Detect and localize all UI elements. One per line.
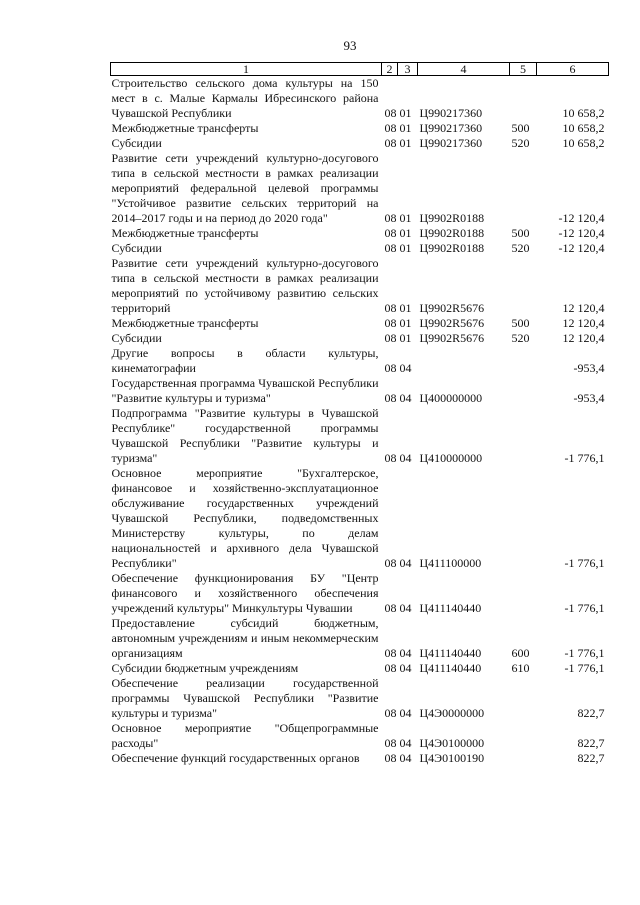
row-expense-type <box>510 676 537 721</box>
row-expense-type: 500 <box>511 121 530 135</box>
row-amount: 12 120,4 <box>562 301 605 315</box>
row-expense-type <box>510 376 537 406</box>
row-amount: 822,7 <box>577 706 605 720</box>
row-name: Подпрограмма "Развитие культуры в Чувашской Республике" государственной программы Чувашской Республики "Развитие культуры и туризма" <box>111 406 379 465</box>
row-subsection: 01 <box>399 331 412 345</box>
column-header: 2 <box>382 63 398 76</box>
table-row <box>111 346 609 376</box>
row-section: 08 <box>384 661 397 675</box>
row-amount: 10 658,2 <box>562 121 605 135</box>
row-amount: -1 776,1 <box>564 601 605 615</box>
row-name: Основное мероприятие "Общепрограммные расходы" <box>111 721 379 750</box>
row-target-code: Ц9902R0188 <box>419 241 485 255</box>
row-target-code: Ц9902R0188 <box>419 211 485 225</box>
row-target-code: Ц9902R5676 <box>419 301 485 315</box>
row-subsection: 04 <box>399 361 412 375</box>
row-section: 08 <box>384 316 397 330</box>
row-name: Развитие сети учреждений культурно-досугового типа в сельской местности в рамках реализации мероприятий федеральной целевой программы "Устойчивое развитие сельских территорий на 2014–2017 годы и на период до 2020 года" <box>111 151 379 225</box>
row-target-code: Ц4Э0100190 <box>419 751 485 765</box>
row-amount: -953,4 <box>573 391 605 405</box>
column-header: 1 <box>111 63 382 76</box>
row-expense-type: 500 <box>511 316 530 330</box>
row-name: Основное мероприятие "Бухгалтерское, финансовое и хозяйственно-эксплуатационное обслуживание государственных учреждений Чувашской Республики, подведомственных Министерству культуры, по делам национальностей и архивного дела Чувашской Республики" <box>111 466 379 570</box>
row-expense-type: 610 <box>511 661 530 675</box>
table-row <box>111 316 609 331</box>
row-subsection: 01 <box>399 226 412 240</box>
table-body <box>111 76 609 767</box>
row-target-code: Ц9902R0188 <box>419 226 485 240</box>
row-expense-type <box>510 256 537 316</box>
row-name: Развитие сети учреждений культурно-досугового типа в сельской местности в рамках реализации мероприятий по устойчивому развитию сельских территорий <box>111 256 379 315</box>
row-amount: -1 776,1 <box>564 556 605 570</box>
row-section: 08 <box>384 106 397 120</box>
column-header: 4 <box>418 63 510 76</box>
row-subsection: 01 <box>399 136 412 150</box>
row-expense-type <box>510 346 537 376</box>
row-subsection: 04 <box>399 661 412 675</box>
table-row <box>111 466 609 571</box>
table-row <box>111 376 609 406</box>
row-amount: -12 120,4 <box>558 211 605 225</box>
row-target-code: Ц4Э0100000 <box>419 736 485 750</box>
table-row <box>111 256 609 316</box>
row-amount: -953,4 <box>573 361 605 375</box>
table-row <box>111 406 609 466</box>
row-name: Субсидии <box>111 241 162 255</box>
row-expense-type: 500 <box>511 226 530 240</box>
row-name: Строительство сельского дома культуры на 150 мест в с. Малые Кармалы Ибресинского района Чувашской Республики <box>111 76 379 120</box>
row-section: 08 <box>384 706 397 720</box>
column-header: 5 <box>510 63 537 76</box>
table-row <box>111 226 609 241</box>
table-row <box>111 331 609 346</box>
row-amount: 12 120,4 <box>562 331 605 345</box>
row-name: Субсидии <box>111 331 162 345</box>
row-expense-type: 520 <box>511 331 530 345</box>
row-target-code <box>418 346 510 376</box>
table-row <box>111 136 609 151</box>
row-section: 08 <box>384 331 397 345</box>
row-subsection: 01 <box>399 211 412 225</box>
row-name: Субсидии <box>111 136 162 150</box>
row-target-code: Ц411140440 <box>419 601 482 615</box>
table-row <box>111 241 609 256</box>
row-target-code: Ц990217360 <box>419 136 483 150</box>
row-name: Обеспечение функционирования БУ "Центр финансового и хозяйственного обеспечения учреждений культуры" Минкультуры Чувашии <box>111 571 379 615</box>
row-section: 08 <box>384 361 397 375</box>
row-expense-type <box>510 571 537 616</box>
row-target-code: Ц990217360 <box>419 121 483 135</box>
column-header: 3 <box>398 63 418 76</box>
row-name: Государственная программа Чувашской Республики "Развитие культуры и туризма" <box>111 376 379 405</box>
row-subsection: 01 <box>399 316 412 330</box>
table-row <box>111 121 609 136</box>
row-subsection: 01 <box>399 106 412 120</box>
row-amount: -12 120,4 <box>558 241 605 255</box>
row-section: 08 <box>384 751 397 765</box>
row-amount: 822,7 <box>577 736 605 750</box>
row-expense-type: 600 <box>511 646 530 660</box>
row-section: 08 <box>384 136 397 150</box>
row-expense-type <box>510 751 537 766</box>
budget-table <box>110 62 609 766</box>
page-number: 93 <box>343 38 357 53</box>
row-name: Обеспечение функций государственных органов <box>111 751 360 765</box>
row-target-code: Ц400000000 <box>419 391 483 405</box>
row-expense-type: 520 <box>511 136 530 150</box>
row-amount: 10 658,2 <box>562 106 605 120</box>
table-row <box>111 751 609 766</box>
row-section: 08 <box>384 556 397 570</box>
row-target-code: Ц990217360 <box>419 106 483 120</box>
row-section: 08 <box>384 601 397 615</box>
row-expense-type <box>510 466 537 571</box>
row-section: 08 <box>384 301 397 315</box>
row-subsection: 04 <box>399 736 412 750</box>
table-row <box>111 571 609 616</box>
table-row <box>111 721 609 751</box>
row-section: 08 <box>384 646 397 660</box>
row-name: Субсидии бюджетным учреждениям <box>111 661 299 675</box>
row-section: 08 <box>384 451 397 465</box>
row-target-code: Ц411140440 <box>419 646 482 660</box>
row-section: 08 <box>384 391 397 405</box>
row-target-code: Ц411140440 <box>419 661 482 675</box>
table-row <box>111 151 609 226</box>
row-subsection: 04 <box>399 601 412 615</box>
row-subsection: 04 <box>399 451 412 465</box>
row-amount: -1 776,1 <box>564 661 605 675</box>
table-row <box>111 676 609 721</box>
row-amount: 12 120,4 <box>562 316 605 330</box>
row-expense-type <box>510 76 537 122</box>
row-amount: -12 120,4 <box>558 226 605 240</box>
row-subsection: 04 <box>399 751 412 765</box>
row-section: 08 <box>384 211 397 225</box>
row-section: 08 <box>384 736 397 750</box>
row-expense-type <box>510 151 537 226</box>
row-expense-type: 520 <box>511 241 530 255</box>
table-row <box>111 661 609 676</box>
row-target-code: Ц9902R5676 <box>419 316 485 330</box>
row-name: Другие вопросы в области культуры, кинематографии <box>111 346 379 375</box>
row-subsection: 04 <box>399 646 412 660</box>
row-name: Межбюджетные трансферты <box>111 316 259 330</box>
row-target-code: Ц411100000 <box>419 556 482 570</box>
table-row <box>111 76 609 122</box>
table-header-row <box>111 63 609 76</box>
row-section: 08 <box>384 226 397 240</box>
row-name: Межбюджетные трансферты <box>111 121 259 135</box>
row-subsection: 04 <box>399 706 412 720</box>
row-subsection: 01 <box>399 121 412 135</box>
row-subsection: 01 <box>399 301 412 315</box>
row-expense-type <box>510 721 537 751</box>
row-amount: -1 776,1 <box>564 646 605 660</box>
row-name: Предоставление субсидий бюджетным, автономным учреждениям и иным некоммерческим организациям <box>111 616 379 660</box>
row-name: Межбюджетные трансферты <box>111 226 259 240</box>
row-expense-type <box>510 406 537 466</box>
row-amount: 822,7 <box>577 751 605 765</box>
row-section: 08 <box>384 241 397 255</box>
row-target-code: Ц410000000 <box>419 451 483 465</box>
table-row <box>111 616 609 661</box>
row-subsection: 01 <box>399 241 412 255</box>
row-amount: 10 658,2 <box>562 136 605 150</box>
row-target-code: Ц4Э0000000 <box>419 706 485 720</box>
row-amount: -1 776,1 <box>564 451 605 465</box>
row-subsection: 04 <box>399 391 412 405</box>
row-target-code: Ц9902R5676 <box>419 331 485 345</box>
column-header: 6 <box>537 63 609 76</box>
row-name: Обеспечение реализации государственной программы Чувашской Республики "Развитие культуры и туризма" <box>111 676 379 720</box>
row-section: 08 <box>384 121 397 135</box>
row-subsection: 04 <box>399 556 412 570</box>
